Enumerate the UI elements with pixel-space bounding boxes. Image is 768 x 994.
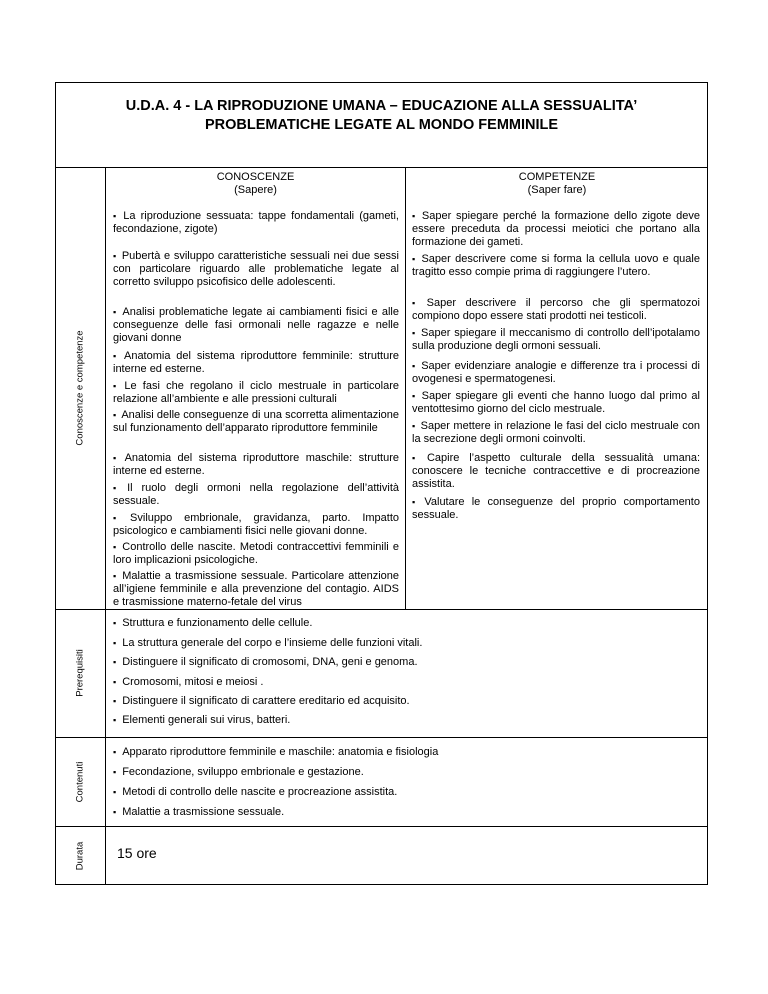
contenuto-item: ▪ Metodi di controllo delle nascite e procreazione assistita.: [113, 786, 397, 799]
competenze-item: ▪ Capire l’aspetto culturale della sessualità umana: conoscere le tecniche contraccettive e di procreazione assistita.: [412, 452, 700, 491]
side-label-durata: Durata: [74, 841, 86, 870]
competenze-item: ▪ Saper evidenziare analogie e differenze tra i processi di ovogenesi e spermatogenesi.: [412, 360, 700, 386]
competenze-subtitle: (Saper fare): [527, 184, 587, 196]
conoscenze-item: ▪ Anatomia del sistema riproduttore maschile: strutture interne ed esterne.: [113, 452, 399, 478]
contenuto-item: ▪ Fecondazione, sviluppo embrionale e gestazione.: [113, 766, 364, 779]
conoscenze-item: ▪ La riproduzione sessuata: tappe fondamentali (gameti, fecondazione, zigote): [113, 210, 399, 236]
conoscenze-title: CONOSCENZE: [216, 171, 295, 183]
side-label-divider: [105, 167, 106, 885]
conoscenze-item: ▪ Sviluppo embrionale, gravidanza, parto. Impatto psicologico e cambiamenti fisici nelle giovani donne.: [113, 512, 399, 538]
prerequisito-item: ▪ Cromosomi, mitosi e meiosi .: [113, 676, 263, 689]
prerequisiti-separator: [55, 609, 708, 610]
title-line-2: PROBLEMATICHE LEGATE AL MONDO FEMMINILE: [204, 117, 559, 133]
document-title: [55, 97, 708, 135]
conoscenze-item: ▪ Analisi problematiche legate ai cambiamenti fisici e alle conseguenze delle fasi ormonali nelle ragazze e nelle giovani donne: [113, 306, 399, 345]
competenze-title: COMPETENZE: [518, 171, 596, 183]
contenuti-separator: [55, 737, 708, 738]
competenze-item: ▪ Saper spiegare gli eventi che hanno luogo dal primo al ventottesimo giorno del ciclo mestruale.: [412, 390, 700, 416]
competenze-item: ▪ Saper mettere in relazione le fasi del ciclo mestruale con la secrezione degli ormoni coinvolti.: [412, 420, 700, 446]
competenze-item: ▪ Valutare le conseguenze del proprio comportamento sessuale.: [412, 496, 700, 522]
prerequisito-item: ▪ La struttura generale del corpo e l’insieme delle funzioni vitali.: [113, 637, 422, 650]
durata-separator: [55, 826, 708, 827]
column-divider: [405, 167, 406, 609]
contenuto-item: ▪ Apparato riproduttore femminile e maschile: anatomia e fisiologia: [113, 746, 438, 759]
conoscenze-item: ▪ Malattie a trasmissione sessuale. Particolare attenzione all’igiene femminile e alla prevenzione del contagio. AIDS e trasmissione materno-fetale del virus: [113, 570, 399, 609]
conoscenze-item: ▪ Controllo delle nascite. Metodi contraccettivi femminili e loro implicazioni psicologiche.: [113, 541, 399, 567]
side-label-conoscenze-competenze: Conoscenze e competenze: [74, 330, 86, 446]
conoscenze-item: ▪ Il ruolo degli ormoni nella regolazione dell’attività sessuale.: [113, 482, 399, 508]
conoscenze-item: ▪ Analisi delle conseguenze di una scorretta alimentazione sul funzionamento dell’apparato riproduttore femminile: [113, 409, 399, 435]
title-separator: [55, 167, 708, 168]
side-label-contenuti: Contenuti: [74, 761, 86, 802]
competenze-item: ▪ Saper descrivere come si forma la cellula uovo e quale tragitto esso compie prima di raggiungere l’utero.: [412, 253, 700, 279]
prerequisito-item: ▪ Elementi generali sui virus, batteri.: [113, 714, 290, 727]
title-line-1: U.D.A. 4 - LA RIPRODUZIONE UMANA – EDUCAZIONE ALLA SESSUALITA’: [125, 98, 638, 114]
conoscenze-item: ▪ Anatomia del sistema riproduttore femminile: strutture interne ed esterne.: [113, 350, 399, 376]
prerequisito-item: ▪ Distinguere il significato di cromosomi, DNA, geni e genoma.: [113, 656, 418, 669]
contenuto-item: ▪ Malattie a trasmissione sessuale.: [113, 806, 284, 819]
competenze-item: ▪ Saper spiegare perché la formazione dello zigote deve essere preceduta da processi meiotici che portano alla formazione dei gameti.: [412, 210, 700, 249]
conoscenze-header: [106, 171, 405, 197]
competenze-item: ▪ Saper spiegare il meccanismo di controllo dell’ipotalamo sulla produzione degli ormoni sessuali.: [412, 327, 700, 353]
competenze-item: ▪ Saper descrivere il percorso che gli spermatozoi compiono dopo essere stati prodotti nei testicoli.: [412, 297, 700, 323]
prerequisito-item: ▪ Struttura e funzionamento delle cellule.: [113, 617, 312, 630]
prerequisito-item: ▪ Distinguere il significato di carattere ereditario ed acquisito.: [113, 695, 410, 708]
durata-value: 15 ore: [117, 845, 157, 861]
competenze-header: [406, 171, 708, 197]
conoscenze-subtitle: (Sapere): [234, 184, 277, 196]
conoscenze-item: ▪ Le fasi che regolano il ciclo mestruale in particolare relazione all’ambiente e alle pressioni culturali: [113, 380, 399, 406]
conoscenze-item: ▪ Pubertà e sviluppo caratteristiche sessuali nei due sessi con particolare riguardo alle problematiche legate al corretto sviluppo psicofisico delle adolescenti.: [113, 250, 399, 289]
side-label-prerequisiti: Prerequisiti: [74, 649, 86, 697]
